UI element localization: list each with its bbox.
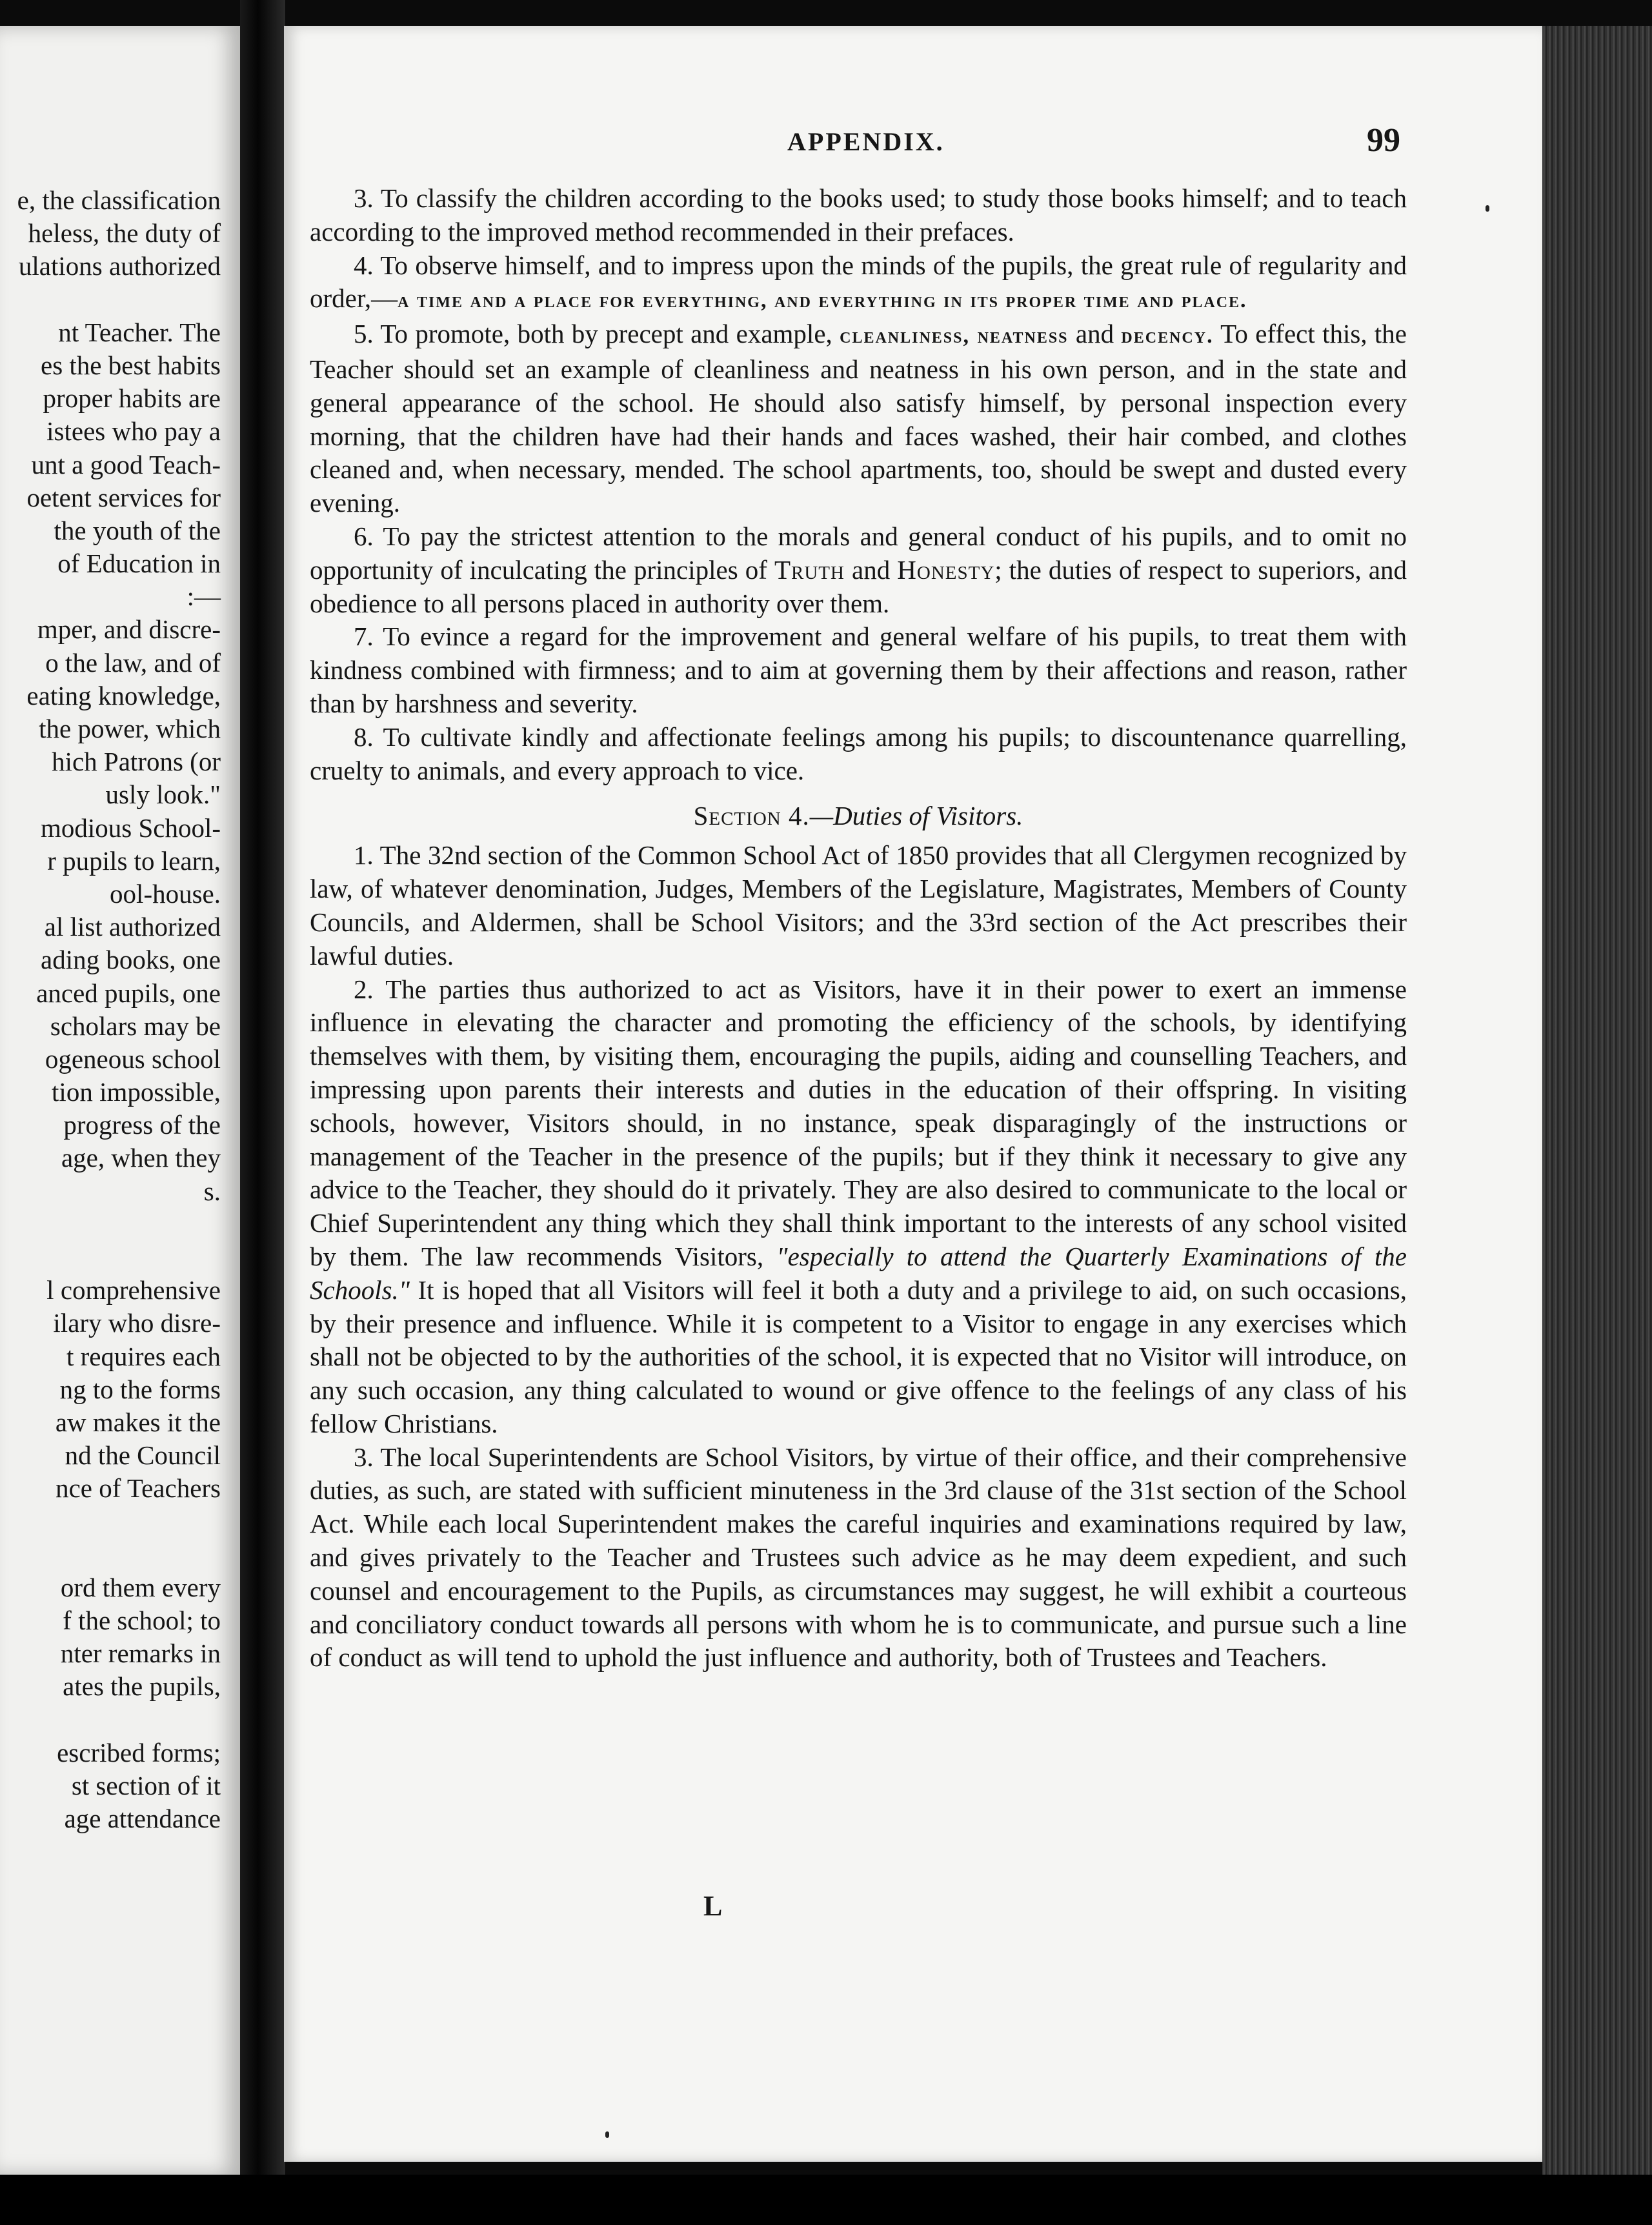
visitors-paragraph-2: 2. The parties thus authorized to act as Visitors, have it in their power to exert an immense influence in elevating the character and promoting the efficiency of the schools, by identifying themselves with them, by visiting them, encouraging the pupils, aiding and counselling Teachers, and impressing upon parents their interests and duties in the education of their offspring. In visiting schools, however, Visitors should, in no instance, speak disparagingly of the instructions or management of the Teacher in the presence of the pupils; but if they think it necessary to give any advice to the Teacher, they should do it privately. They are also desired to communicate to the local or Chief Superintendent any thing which they shall think important to the interests of any school visited by them. The law recommends Visitors, "especially to attend the Quarterly Examinations of the Schools." It is hoped that all Visitors will feel it both a duty and a privilege to aid, on such occasions, by their presence and influence. While it is competent to a Visitor to engage in any exercises which shall not be objected to by the authorities of the school, it is expected that no Visitor will introduce, on any such occasion, any thing calculated to wound or give offence to the feelings of any class of his fellow Christians. bbox=[310, 974, 1407, 1438]
left-page-line: t requires each bbox=[66, 1341, 221, 1371]
left-page-line: aw makes it the bbox=[55, 1407, 221, 1437]
left-page-line bbox=[0, 1241, 221, 1274]
left-page-line: scholars may be bbox=[50, 1011, 221, 1041]
left-page-line: ng to the forms bbox=[59, 1374, 221, 1404]
paragraph-7: 7. To evince a regard for the improvement and general welfare of his pupils, to treat them with kindness combined with firmness; and to aim at governing them by their affections and reason, rather than by harshness and severity. bbox=[310, 621, 1407, 718]
left-page-line: usly look." bbox=[105, 780, 221, 810]
left-page-line: al list authorized bbox=[44, 912, 221, 942]
left-page-line: ogeneous school bbox=[45, 1043, 221, 1074]
left-page-line: tion impossible, bbox=[52, 1077, 221, 1107]
paragraph-5: 5. To promote, both by precept and example, cleanliness, neatness and decency. To effect this, the Teacher should set an example of cleanliness and neatness in his own person, and in the state and general appearance of the school. He should also satisfy himself, by personal inspection every morning, that the children have had their hands and faces washed, their hair combed, and clothes cleaned and, when necessary, mended. The school apartments, too, should be swept and dusted every evening. bbox=[310, 319, 1407, 518]
left-page-line: heless, the duty of bbox=[28, 218, 221, 248]
page-number: 99 bbox=[1367, 122, 1400, 159]
ink-speck bbox=[605, 2131, 609, 2138]
left-page-line bbox=[0, 1208, 221, 1241]
left-page-line: istees who pay a bbox=[46, 416, 221, 447]
left-page-line: nce of Teachers bbox=[55, 1473, 221, 1504]
left-page-line: es the best habits bbox=[41, 350, 221, 380]
scan-border bbox=[0, 2175, 1652, 2225]
paragraph-6: 6. To pay the strictest attention to the morals and general conduct of his pupils, and to omit no opportunity of inculcating the principles of Truth and Honesty; the duties of respect to superiors, and obedience to all persons placed in authority over them. bbox=[310, 521, 1407, 618]
signature-mark: L bbox=[703, 1890, 723, 1922]
left-page-line: ool-house. bbox=[110, 878, 221, 909]
left-page-line: r pupils to learn, bbox=[47, 845, 221, 876]
page-body bbox=[310, 182, 1407, 1675]
left-page-line: f the school; to bbox=[63, 1606, 221, 1636]
running-head: APPENDIX. bbox=[787, 127, 945, 156]
left-page-line: e, the classification bbox=[17, 185, 221, 215]
left-page-line: age attendance bbox=[64, 1804, 221, 1834]
ink-speck bbox=[1486, 205, 1489, 212]
left-page-line bbox=[0, 1505, 221, 1538]
left-page-line: the power, which bbox=[39, 714, 221, 743]
left-page-line: ulations authorized bbox=[18, 251, 221, 281]
left-page-line: nter remarks in bbox=[60, 1638, 221, 1669]
left-page-line: age, when they bbox=[61, 1143, 221, 1173]
left-page-line: l comprehensive bbox=[46, 1275, 221, 1305]
left-page-line: the youth of the bbox=[54, 515, 221, 545]
left-page-line: proper habits are bbox=[43, 383, 221, 414]
left-page-line: st section of it bbox=[71, 1771, 221, 1800]
visitors-paragraph-3: 3. The local Superintendents are School Visitors, by virtue of their office, and their comprehensive duties, as such, are stated with sufficient minuteness in the 3rd clause of the 31st section of the School Act. While each local Superintendent makes the careful inquiries and examinations required by law, and gives privately to the Teacher and Trustees such advice as he may deem expedient, and such counsel and encouragement to the Pupils, as circumstances may suggest, he will exhibit a courteous and conciliatory conduct towards all persons with whom he is to communicate, and pursue such a line of conduct as will tend to uphold the just influence and authority, both of Trustees and Teachers. bbox=[310, 1442, 1407, 1673]
paragraph-4: 4. To observe himself, and to impress upon the minds of the pupils, the great rule of regularity and order,—a time and a place for everything, and everything in its proper time and place. bbox=[310, 250, 1407, 314]
left-page-line bbox=[0, 1704, 221, 1737]
left-page-line: modious School- bbox=[40, 812, 221, 843]
book-gutter bbox=[240, 0, 285, 2225]
left-page-line: unt a good Teach- bbox=[31, 449, 221, 479]
visitors-paragraph-1: 1. The 32nd section of the Common School Act of 1850 provides that all Clergymen recognized by law, of whatever denomination, Judges, Members of the Legislature, Magistrates, Members of County Councils, and Aldermen, shall be School Visitors; and the 33rd section of the Act prescribes their lawful duties. bbox=[310, 840, 1407, 971]
left-facing-page bbox=[0, 26, 240, 2175]
left-page-line bbox=[0, 283, 221, 316]
left-page-line: ading books, one bbox=[41, 945, 221, 975]
left-page-line: of Education in bbox=[57, 549, 221, 579]
left-page-line: mper, and discre- bbox=[37, 614, 221, 645]
left-page-line bbox=[0, 1538, 221, 1571]
left-page-line: progress of the bbox=[63, 1110, 221, 1140]
page-edges bbox=[1542, 26, 1652, 2175]
left-page-line: nd the Council bbox=[65, 1440, 221, 1471]
left-page-line: eating knowledge, bbox=[26, 680, 221, 710]
left-page-line: ilary who disre- bbox=[53, 1308, 221, 1338]
left-page-line: anced pupils, one bbox=[36, 978, 221, 1008]
left-page-line: oetent services for bbox=[26, 482, 221, 512]
left-page-text bbox=[0, 184, 221, 1835]
left-page-line: s. bbox=[203, 1176, 221, 1206]
maxim-small-caps: a time and a place for everything, and everything in its proper time and place. bbox=[398, 288, 1247, 313]
left-page-line: nt Teacher. The bbox=[58, 317, 221, 347]
left-page-line: :— bbox=[186, 581, 221, 612]
left-page-line: ates the pupils, bbox=[63, 1671, 221, 1702]
section-heading: Section 4.—Duties of Visitors. bbox=[693, 801, 1023, 831]
paragraph-3: 3. To classify the children according to the books used; to study those books himself; and to teach according to the improved method recommended in their prefaces. bbox=[310, 183, 1407, 247]
paragraph-8: 8. To cultivate kindly and affectionate feelings among his pupils; to discountenance quarrelling, cruelty to animals, and every approach to vice. bbox=[310, 721, 1407, 785]
left-page-line: o the law, and of bbox=[45, 647, 221, 678]
left-page-line: hich Patrons (or bbox=[52, 747, 221, 777]
left-page-line: escribed forms; bbox=[57, 1737, 221, 1767]
left-page-line: ord them every bbox=[60, 1572, 221, 1602]
